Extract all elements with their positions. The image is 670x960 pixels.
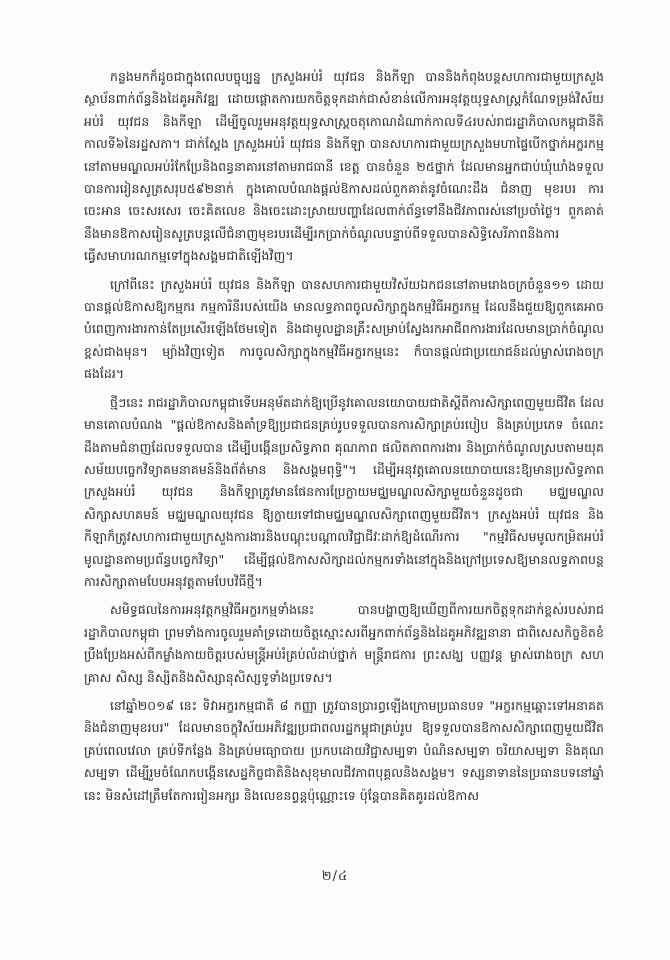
paragraph-2: ក្រៅពីនេះ ក្រសួងអប់រំ យុវជន និងកីឡា បានសហការជាមួយវិស័យឯកជននៅតាមរោងចក្រចំនួន១១ ដោយបានផ្ដល់ឱកាសឱ្យកម្មករ កម្មការិនីរបស់យើង មានលទ្ធភាពចូលសិក្សាក្នុងកម្មវិធីអក្ខរកម្ម ដែលនឹងជួយឱ្យពួកគេអាចបំពេញការងារកាន់តែប្រសើរឡើងថែមទៀត និងជាមូលដ្ឋានគ្រឹះសម្រាប់ស្វែងរកអាជីពការងារដែលមានប្រាក់ចំណូលខ្ពស់ជាងមុន។ ម្យ៉ាងវិញទៀត ការចូលសិក្សាក្នុងកម្មវិធីអក្ខរកម្មនេះ ក៏បានផ្ដល់ជាប្រយោជន៍ដល់ម្ចាស់រោងចក្រផងដែរ។ bbox=[84, 276, 604, 382]
document-body bbox=[84, 66, 604, 813]
paragraph-4: សមិទ្ធផលនៃការអនុវត្តកម្មវិធីអក្ខរកម្មទាំងនេះ បានបង្ហាញឱ្យឃើញពីការយកចិត្តទុកដាក់ខ្ពស់របស់រាជរដ្ឋាភិបាលកម្ពុជា ព្រមទាំងការចូលរួមគាំទ្រដោយចិត្តស្មោះសរពីអ្នកពាក់ព័ន្ធនិងដៃគូអភិវឌ្ឍនានា ជាពិសេសកិច្ចខិតខំប្រឹងប្រែងអស់ពីកម្លាំងកាយចិត្តរបស់មន្ត្រីអប់រំគ្រប់លំដាប់ថ្នាក់ មន្ត្រីរាជការ ព្រះសង្ឃ បញ្ញវន្ត ម្ចាស់រោងចក្រ សហគ្រាស សិស្ស និស្សិតនិងសិស្សានុសិស្សទូទាំងប្រទេស។ bbox=[84, 602, 604, 685]
paragraph-1: កន្លងមកក៏ដូចជាក្នុងពេលបច្ចុប្បន្ន ក្រសួងអប់រំ យុវជន និងកីឡា បាននិងកំពុងបន្តសហការជាមួយក្រសួងស្ថាប័នពាក់ព័ន្ធនិងដៃគូអភិវឌ្ឍ ដោយផ្ដោតការយកចិត្តទុកដាក់ជាសំខាន់លើការអនុវត្តយុទ្ធសាស្ត្រកំណែទម្រង់វិស័យអប់រំ យុវជន និងកីឡា ដើម្បីចូលរួមអនុវត្តយុទ្ធសាស្ត្រចតុកោណដំណាក់កាលទី៤របស់រាជរដ្ឋាភិបាលកម្ពុជានីតិកាលទី៦នៃរដ្ឋសភា។ ជាក់ស្ដែង ក្រសួងអប់រំ យុវជន និងកីឡា បានសហការជាមួយក្រសួងមហាផ្ទៃបើកថ្នាក់អក្ខរកម្មនៅតាមមណ្ឌលអប់រំកែប្រែនិងពន្ធនាគារនៅតាមរាជធានី ខេត្ត បានចំនួន ២៥ថ្នាក់ ដែលមានអ្នកជាប់ឃុំឃាំងទទួលបានការរៀនសូត្រសរុប៥៩២នាក់ ក្នុងគោលបំណងផ្ដល់ឱកាសដល់ពួកគាត់នូវចំណេះដឹង ជំនាញ មុខរបរ ការចេះអាន ចេះសរសេរ ចេះគិតលេខ និងចេះដោះស្រាយបញ្ហាដែលពាក់ព័ន្ធទៅនឹងជីវភាពរស់នៅប្រចាំថ្ងៃ។ ពួកគាត់នឹងមានឱកាសរៀនសូត្របន្តលើជំនាញមុខរបរដើម្បីរកប្រាក់ចំណូលបន្ទាប់ពីទទួលបានសិទ្ធិសេរីភាពនិងការធ្វើសមាហរណកម្មទៅក្នុងសង្គមជាតិឡើងវិញ។ bbox=[84, 69, 604, 264]
paragraph-3: ថ្មីៗនេះ រាជរដ្ឋាភិបាលកម្ពុជាទើបអនុម័តដាក់ឱ្យប្រើនូវគោលនយោបាយជាតិស្ដីពីការសិក្សាពេញមួយជីវិត ដែលមានគោលបំណង "ផ្ដល់ឱកាសនិងគាំទ្រឱ្យប្រជាជនគ្រប់រូបទទួលបានការសិក្សាគ្រប់របៀប និងគ្រប់ប្រភេទ ចំណេះដឹងតាមជំនាញដែលទទួលបាន ដើម្បីបង្កើនប្រសិទ្ធភាព គុណភាព ផលិតភាពការងារ និងប្រាក់ចំណូលស្របតាមយុគសម័យបច្ចេកវិទ្យាគមនាគមន៍និងព័ត៌មាន និងសង្គមពុទ្ធិ"។ ដើម្បីអនុវត្តគោលនយោបាយនេះឱ្យមានប្រសិទ្ធភាព ក្រសួងអប់រំ យុវជន និងកីឡាត្រូវមានផែនការប្រែក្លាយមជ្ឈមណ្ឌលសិក្សាមួយចំនួនដូចជា មជ្ឈមណ្ឌលសិក្សាសហគមន៍ មជ្ឈមណ្ឌលយុវជន ឱ្យក្លាយទៅជាមជ្ឈមណ្ឌលសិក្សាពេញមួយជីវិត។ ក្រសួងអប់រំ យុវជន និងកីឡាក៏ត្រូវសហការជាមួយក្រសួងការងារនិងបណ្តុះបណ្តាលវិជ្ជាជីវៈដាក់ឱ្យដំណើរការ "កម្មវិធីសមមូលកម្រិតអប់រំមូលដ្ឋានតាមប្រព័ន្ធបច្ចេកវិទ្យា" ដើម្បីផ្ដល់ឱកាសសិក្សាដល់កម្មករទាំងនៅក្នុងនិងក្រៅប្រទេសឱ្យមានលទ្ធភាពបន្តការសិក្សាតាមបែបអនុវត្តតាមបែបវិធីថ្មី។ bbox=[84, 394, 604, 589]
paragraph-5: នៅឆ្នាំ២០១៩ នេះ ទិវាអក្ខរកម្មជាតិ ៨ កញ្ញា ត្រូវបានប្រារព្ធឡើងក្រោមប្រធានបទ "អក្ខរកម្មឆ្ពោះទៅអនាគតនិងជំនាញមុខរបរ" ដែលមានចក្ខុវិស័យអភិវឌ្ឍប្រជាពលរដ្ឋកម្ពុជាគ្រប់រូប ឱ្យទទួលបានឱកាសសិក្សាពេញមួយជីវិត គ្រប់ពេលវេលា គ្រប់ទីកន្លែង និងគ្រប់មធ្យោបាយ ប្រកបដោយវិជ្ជាសម្បទា បំណិនសម្បទា ចរិយាសម្បទា និងគុណសម្បទា ដើម្បីរួមចំណែកបង្កើនសេដ្ឋកិច្ចជាតិនិងសុខុមាលជីវភាពបុគ្គលនិងសង្គម។ ទស្សនាទាននៃប្រធានបទនៅឆ្នាំនេះ មិនសំដៅត្រឹមតែការរៀនអក្សរ និងលេខនព្វន្តប៉ុណ្ណោះទេ ប៉ុន្តែបានគិតគូរដល់ឱកាស bbox=[84, 697, 604, 803]
page-number: ២/៤ bbox=[321, 869, 349, 884]
